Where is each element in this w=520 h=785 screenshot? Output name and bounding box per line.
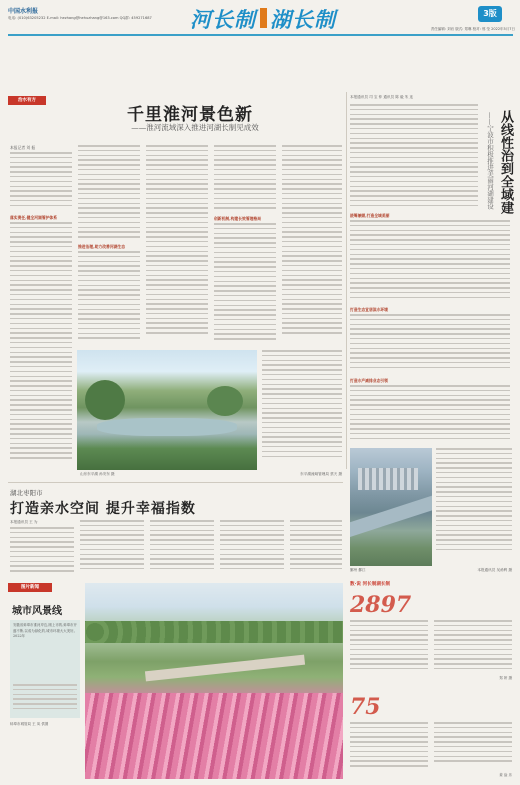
- numbers-value-2: 75: [350, 694, 381, 720]
- hubei-region: 湖北枣阳市: [10, 489, 43, 497]
- section-tag: 治水有方: [18, 98, 36, 103]
- numbers-tag: 数·说 河长制湖长制: [350, 582, 391, 587]
- paper-name: 中国水利报: [8, 8, 39, 15]
- article-body-column-1: [10, 152, 72, 212]
- title-river-chief: 河长制: [190, 8, 256, 32]
- subhead-mechanism: 创新机制,构建长效管理格局: [214, 216, 262, 221]
- article-body-column-2: [78, 145, 140, 245]
- main-photo-caption: 山东东平湖 孙安东 摄: [80, 472, 115, 476]
- page-label-badge: [478, 6, 502, 22]
- numbers-value-1: 2897: [350, 592, 412, 618]
- main-subheadline: ——淮河流域深入推进河湖长制见成效: [131, 123, 259, 132]
- contact-info: 电话: (010)63205232 E-mail: hezhang@hehuzhang@163.com QQ群: 459271687: [8, 16, 152, 20]
- right-photo-credit: 本报通讯员 吴甬利 摄: [477, 568, 512, 572]
- article-body-column-4: [214, 145, 276, 215]
- hubei-top-rule: [8, 482, 343, 483]
- numbers-body-1b: [434, 620, 512, 674]
- article-body-column-4b: [214, 223, 276, 347]
- right-subheadline-vertical: ——宁波市积极推进美丽河湖建设: [486, 112, 494, 210]
- right-body-top: [350, 104, 478, 214]
- photo-tree: [85, 380, 125, 420]
- views-photo-flowers: [85, 583, 343, 779]
- views-caption-lines: [13, 684, 77, 714]
- main-headline: 千里淮河景色新: [127, 105, 253, 125]
- right-section-divider: [346, 92, 347, 469]
- right-subhead-2: 打造生态宜居滨水环境: [350, 307, 388, 312]
- right-byline: 本报通讯员 司 宝 仲 通讯员 陈 毅 朱 连: [350, 95, 414, 99]
- main-photo-credit: 东平湖流域管理局 蔡天 摄: [300, 472, 342, 476]
- section-tag-box: [8, 96, 46, 105]
- masthead-logo: [190, 4, 340, 34]
- article-body-column-3: [146, 145, 208, 347]
- right-body-bottom: [350, 385, 510, 445]
- hubei-body-col-2: [80, 520, 144, 576]
- photo-tree-line: [85, 621, 343, 643]
- subhead-responsibility: 落实责任,健全河湖管护体系: [10, 215, 58, 220]
- editors-line: 责任编辑: 刘岩 版式: 郑琳 校对: 邢 莹 2022年5月7日: [430, 27, 515, 31]
- hubei-body-col-1: [10, 527, 74, 577]
- photo-water: [97, 418, 237, 436]
- right-body-mid2: [350, 314, 510, 376]
- right-body-beside-photo: [436, 448, 512, 560]
- article-body-right-of-photo: [262, 350, 342, 468]
- main-photo-wetland: [77, 350, 257, 470]
- views-tag-box: [8, 583, 52, 592]
- hubei-body-col-3: [150, 520, 214, 576]
- right-subhead-1: 统筹兼顾,打造全域美丽: [350, 213, 390, 218]
- photo-flower-field: [85, 693, 343, 779]
- hubei-body-col-5: [290, 520, 342, 576]
- hubei-body-col-4: [220, 520, 284, 576]
- numbers-credit-2: 姜 淦 乐: [499, 773, 512, 777]
- photo-buildings: [358, 468, 418, 490]
- numbers-body-2a: [350, 722, 428, 772]
- views-headline: 城市风景线: [12, 606, 62, 617]
- photo-tree-2: [207, 386, 243, 416]
- numbers-tag-box: [350, 580, 465, 589]
- main-byline: 本报记者 刘 振: [10, 145, 36, 150]
- title-separator-block: [260, 8, 267, 28]
- right-photo-caption: 鄞州 鄞江: [350, 568, 366, 572]
- views-caption: 安徽省蚌埠市淮河岸边,刚上市的,蚌埠市开盛不断,以成为绿化的,城市环境大大美好。2022年: [13, 623, 77, 639]
- views-tag: 图片新闻: [21, 585, 39, 590]
- right-headline-vertical: 从线性治到全域建: [498, 110, 513, 214]
- numbers-body-1a: [350, 620, 428, 674]
- numbers-body-2b: [434, 722, 512, 766]
- title-lake-chief: 湖长制: [270, 8, 336, 32]
- photo-path: [145, 655, 305, 682]
- right-photo-aerial: [350, 448, 432, 566]
- right-body-mid: [350, 220, 510, 306]
- right-subhead-3: 打造水产减排业态引领: [350, 378, 388, 383]
- article-body-column-5: [282, 145, 342, 347]
- photo-river-band: [350, 491, 432, 538]
- numbers-credit-1: 郑 妍 摄: [499, 676, 512, 680]
- article-body-column-2b: [78, 251, 140, 346]
- page-label: 3版: [483, 9, 497, 18]
- hubei-byline: 本报通讯员 王 为: [10, 520, 38, 524]
- hubei-headline: 打造亲水空间 提升幸福指数: [10, 501, 196, 517]
- article-body-column-1b: [10, 222, 72, 470]
- views-caption-box: [10, 620, 80, 718]
- subhead-governance: 推进治理,助力改善河湖生态: [78, 244, 126, 249]
- views-credit: 蚌埠市城管局 王 凤 供图: [10, 722, 49, 726]
- masthead-rule: [8, 34, 513, 36]
